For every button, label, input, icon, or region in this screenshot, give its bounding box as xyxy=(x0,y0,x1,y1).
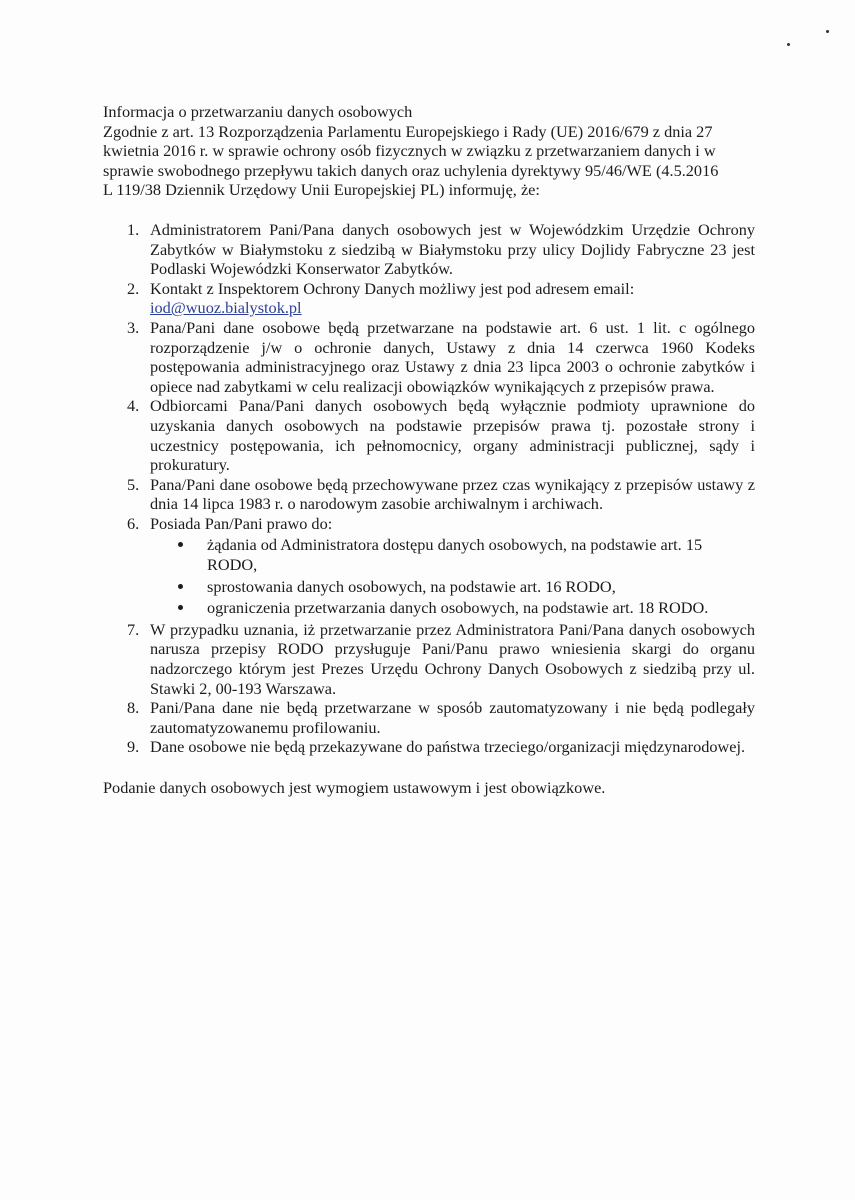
clause-list xyxy=(103,220,755,757)
item-number: 2. xyxy=(127,278,140,298)
list-item xyxy=(103,396,755,474)
item-text: Administratorem Pani/Pana danych osobowych jest w Wojewódzkim Urzędzie Ochrony Zabytków w Białymstoku z siedzibą w Białymstoku przy ulicy Dojlidy Fabryczne 23 jest Podlaski Wojewódzki Konserwator Zabytków. xyxy=(150,219,755,279)
scan-speck xyxy=(826,30,829,33)
bullet-icon xyxy=(178,584,183,589)
list-item xyxy=(103,698,755,737)
item-text: Pani/Pana dane nie będą przetwarzane w sposób zautomatyzowany i nie będą podlegały zautomatyzowanemu profilowaniu. xyxy=(150,698,755,737)
intro-line-2: kwietnia 2016 r. w sprawie ochrony osób fizycznych w związku z przetwarzaniem danych i w xyxy=(103,141,716,161)
item-text: Dane osobowe nie będą przekazywane do państwa trzeciego/organizacji międzynarodowej. xyxy=(150,737,746,757)
item-number: 6. xyxy=(127,513,140,533)
list-item xyxy=(103,220,755,279)
rights-item xyxy=(150,577,755,597)
item-text: Posiada Pan/Pani prawo do: xyxy=(150,513,333,533)
list-item xyxy=(103,279,755,318)
item-text: Pana/Pani dane osobowe będą przechowywane przez czas wynikający z przepisów ustawy z dnia 14 lipca 1983 r. o narodowym zasobie archiwalnym i archiwach. xyxy=(150,474,755,514)
bullet-icon xyxy=(178,542,183,547)
bullet-icon xyxy=(178,605,183,610)
item-text: W przypadku uznania, iż przetwarzanie przez Administratora Pani/Pana danych osobowych narusza przepisy RODO przysługuje Pani/Panu prawo wniesienia skargi do organu nadzorczego którym jest Prezes Urzędu Ochrony Danych Osobowych z siedzibą przy ul. Stawki 2, 00-193 Warszawa. xyxy=(150,619,755,698)
item-text: Odbiorcami Pana/Pani danych osobowych będą wyłącznie podmioty uprawnione do uzyskania danych osobowych na podstawie przepisów prawa tj. pozostałe strony i uczestnicy postępowania, ich pełnomocnicy, organy administracji publicznej, sądy i prokuratury. xyxy=(150,396,755,475)
intro-block xyxy=(103,102,755,200)
email-link[interactable]: iod@wuoz.bialystok.pl xyxy=(150,298,302,318)
item-number: 7. xyxy=(127,619,140,639)
document-title: Informacja o przetwarzaniu danych osobowych xyxy=(103,102,413,121)
document-body xyxy=(103,102,755,814)
rights-item-text: ograniczenia przetwarzania danych osobowych, na podstawie art. 18 RODO. xyxy=(207,598,709,618)
rights-item xyxy=(150,535,755,574)
item-text: Pana/Pani dane osobowe będą przetwarzane na podstawie art. 6 ust. 1 lit. c ogólnego rozporządzenie j/w o ochronie danych, Ustawy z dnia 14 czerwca 1960 Kodeks postępowania administracyjnego oraz Ustawy z dnia 23 lipca 2003 o ochronie zabytków i opiece nad zabytkami w celu realizacji obowiązków wynikających z przepisów prawa. xyxy=(150,317,755,396)
item-number: 1. xyxy=(127,219,140,239)
rights-item-text: sprostowania danych osobowych, na podstawie art. 16 RODO, xyxy=(207,576,616,596)
scan-speck xyxy=(787,43,790,46)
list-item xyxy=(103,737,755,757)
list-item xyxy=(103,514,755,618)
item-number: 9. xyxy=(127,737,140,757)
item-number: 3. xyxy=(127,317,140,337)
list-item xyxy=(103,475,755,514)
list-item xyxy=(103,620,755,698)
list-item xyxy=(103,318,755,396)
rights-item-text: żądania od Administratora dostępu danych osobowych, na podstawie art. 15 RODO, xyxy=(207,535,703,575)
intro-line-3: sprawie swobodnego przepływu takich danych oraz uchylenia dyrektywy 95/46/WE (4.5.2016 xyxy=(103,160,719,180)
item-number: 4. xyxy=(127,396,140,416)
item-number: 8. xyxy=(127,698,140,718)
item-number: 5. xyxy=(127,474,140,494)
rights-item xyxy=(150,598,755,618)
item-text: Kontakt z Inspektorem Ochrony Danych możliwy jest pod adresem email: xyxy=(150,278,635,298)
rights-list xyxy=(150,535,755,617)
intro-line-1: Zgodnie z art. 13 Rozporządzenia Parlamentu Europejskiego i Rady (UE) 2016/679 z dnia 27 xyxy=(103,121,713,141)
closing-statement: Podanie danych osobowych jest wymogiem ustawowym i jest obowiązkowe. xyxy=(103,778,606,797)
intro-line-4: L 119/38 Dziennik Urzędowy Unii Europejskiej PL) informuję, że: xyxy=(103,180,540,200)
